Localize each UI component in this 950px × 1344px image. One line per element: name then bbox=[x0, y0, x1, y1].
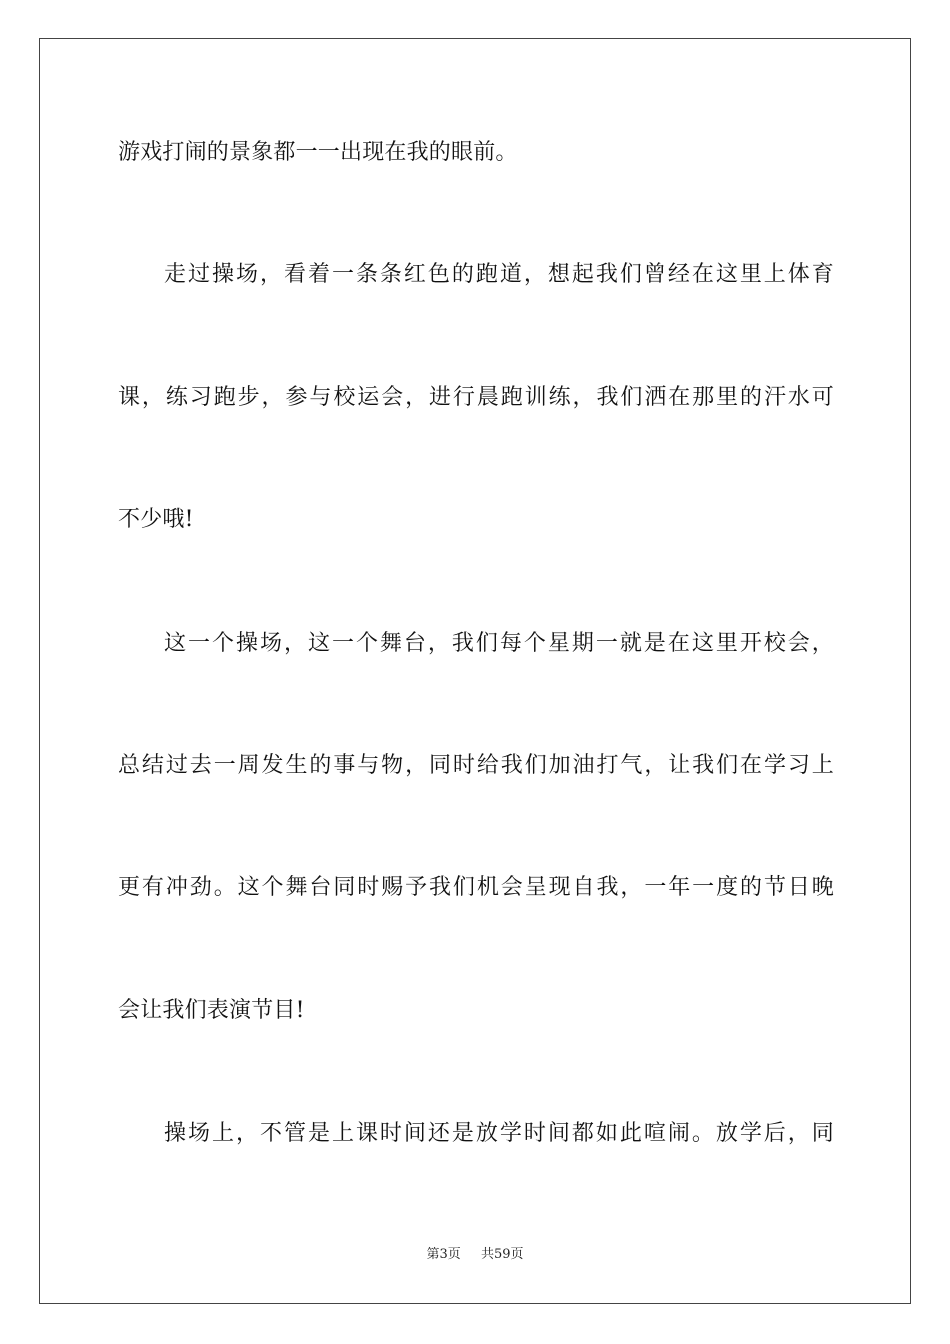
page-number: 第3页 bbox=[426, 1247, 461, 1262]
text-line-8: 会让我们表演节目! bbox=[118, 998, 305, 1023]
text-line-5: 这一个操场，这一个舞台，我们每个星期一就是在这里开校会， bbox=[164, 631, 834, 656]
text-line-1: 游戏打闹的景象都一一出现在我的眼前。 bbox=[118, 140, 518, 165]
page-border bbox=[39, 38, 911, 1304]
text-line-9: 操场上，不管是上课时间还是放学时间都如此喧闹。放学后，同 bbox=[164, 1121, 834, 1146]
text-line-6: 总结过去一周发生的事与物，同时给我们加油打气，让我们在学习上 bbox=[118, 753, 834, 778]
text-line-7: 更有冲劲。这个舞台同时赐予我们机会呈现自我，一年一度的节日晚 bbox=[118, 875, 834, 900]
text-line-2: 走过操场，看着一条条红色的跑道，想起我们曾经在这里上体育 bbox=[164, 262, 834, 287]
page-footer bbox=[0, 1246, 950, 1264]
text-line-3: 课，练习跑步，参与校运会，进行晨跑训练，我们洒在那里的汗水可 bbox=[118, 385, 834, 410]
text-line-4: 不少哦! bbox=[118, 507, 194, 532]
total-pages: 共59页 bbox=[480, 1247, 524, 1262]
